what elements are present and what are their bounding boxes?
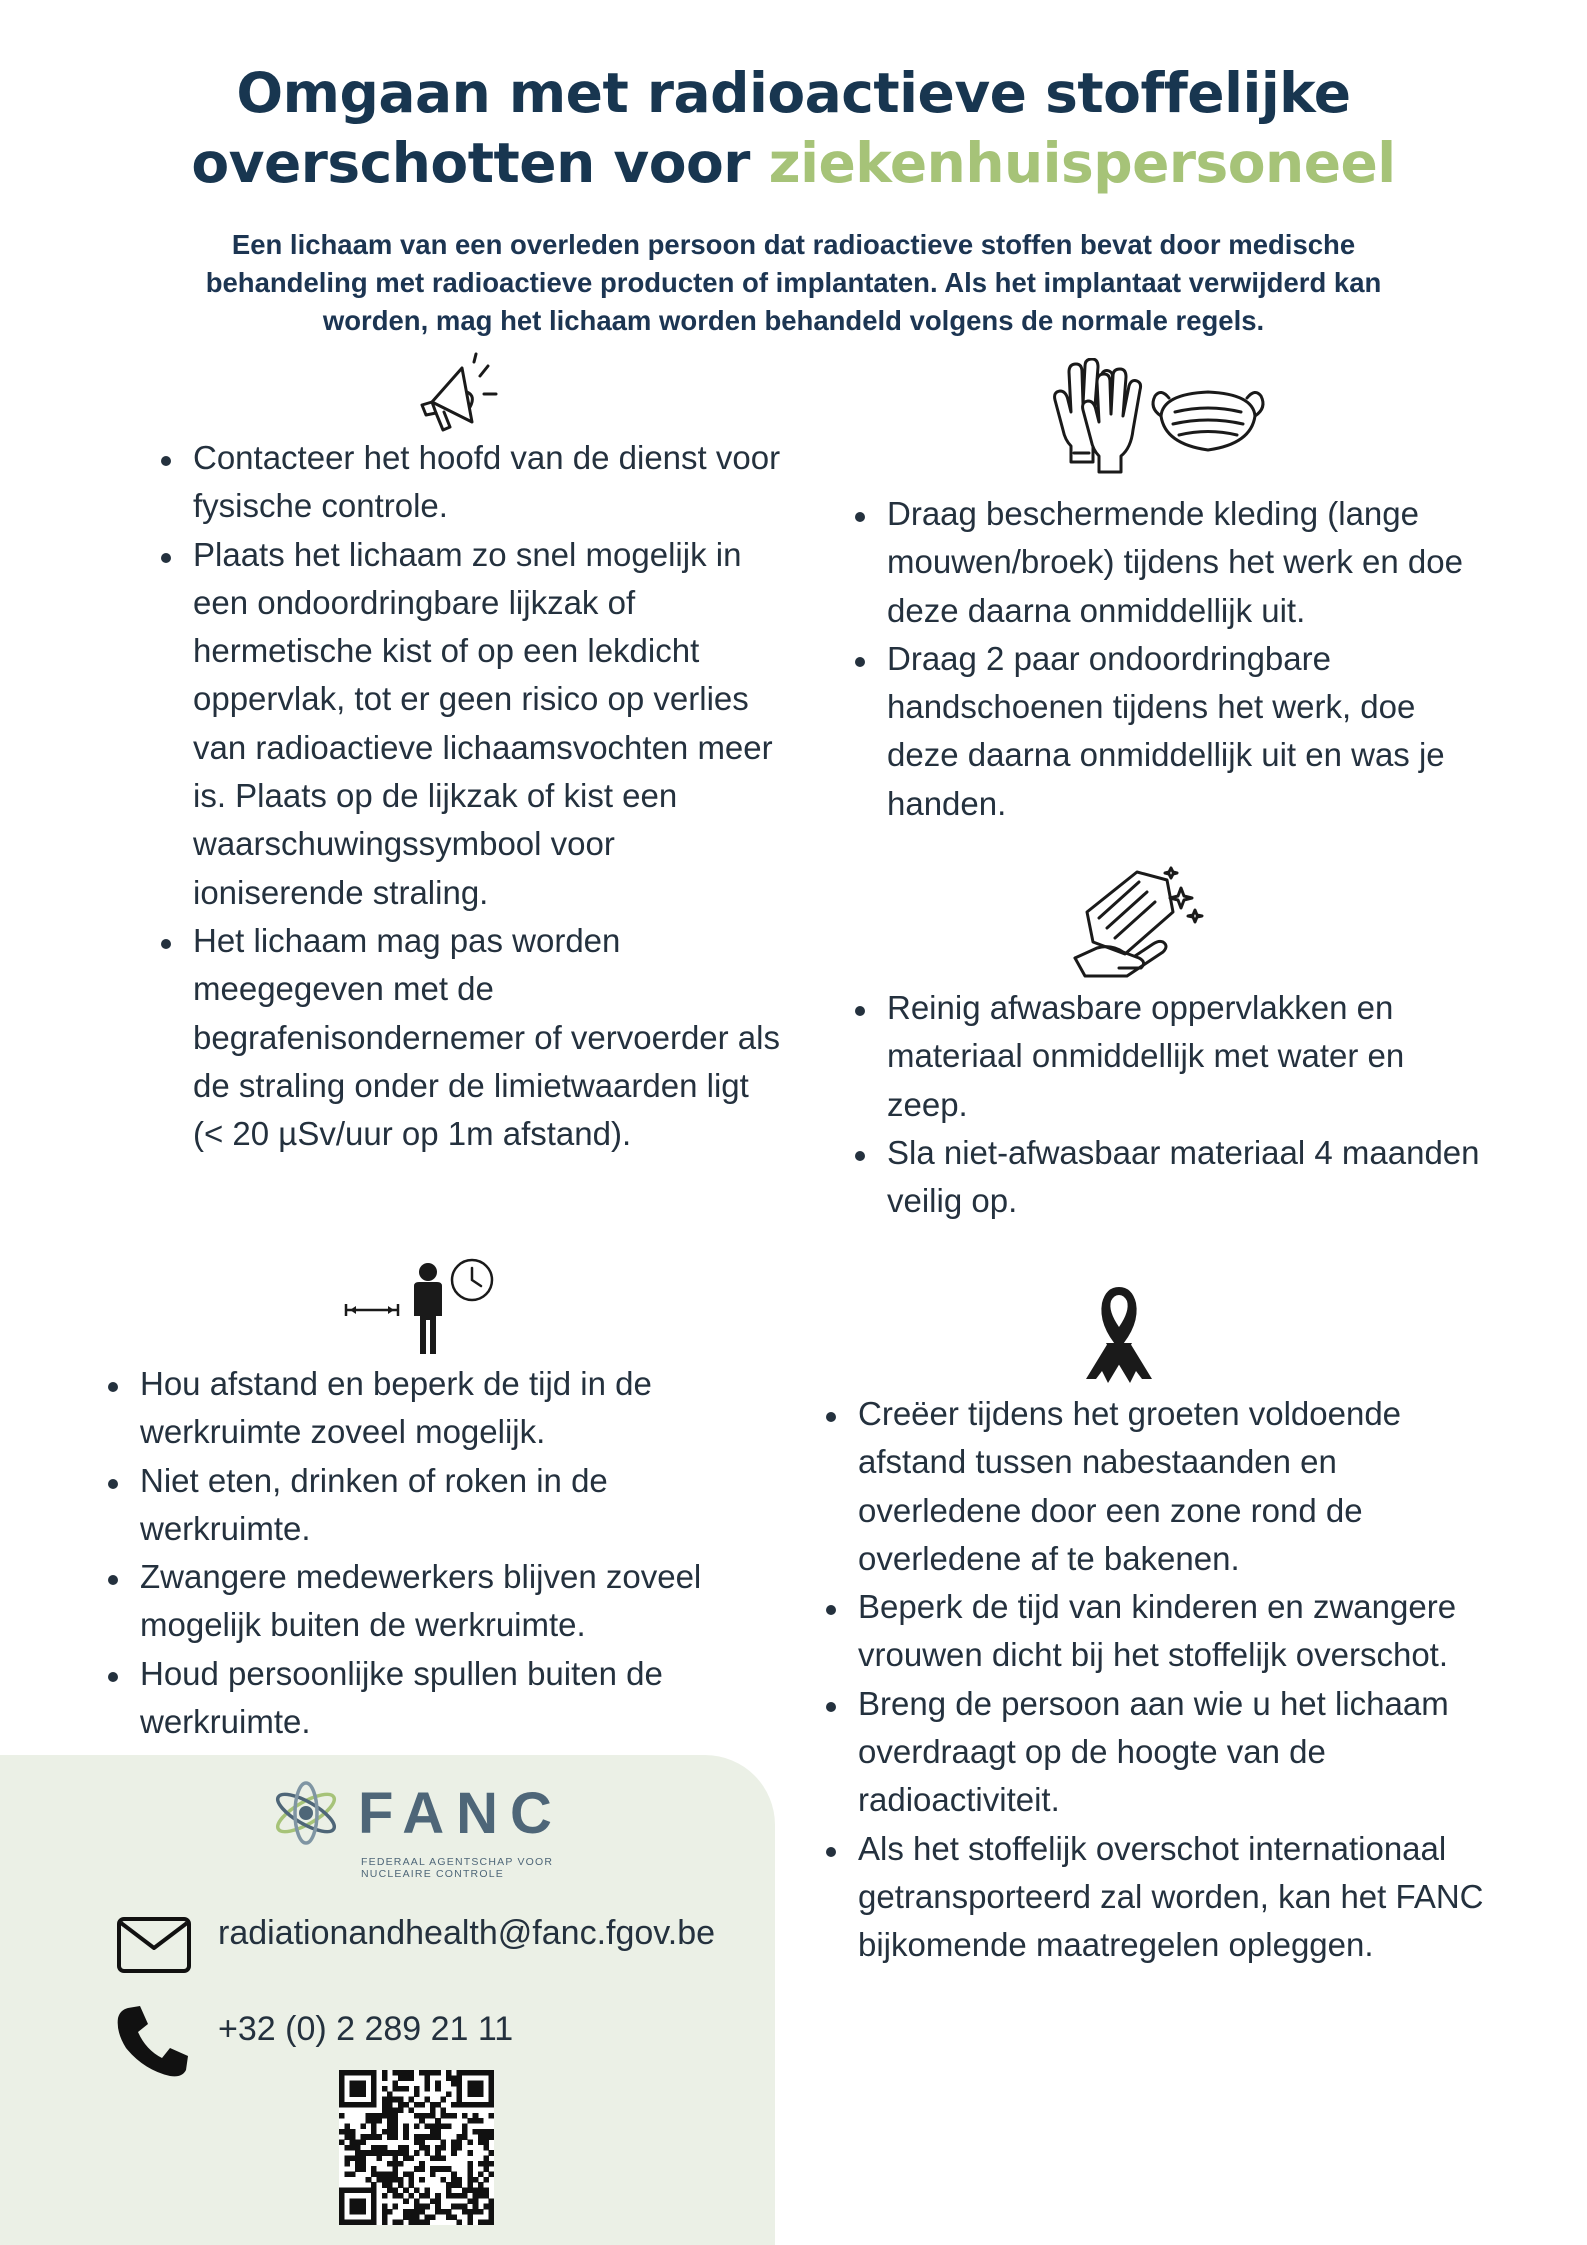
list-item: Plaats het lichaam zo snel mogelijk in een ondoordringbare lijkzak of hermetische kist of op een lekdicht oppervlak, tot er geen risico op verlies van radioactieve lichaamsvochten meer is. Plaats op de lijkzak of kist een waarschuwingssymbool voor ioniserende straling. [158, 531, 788, 917]
title-line-2-dark: overschotten voor [191, 131, 750, 195]
email-link[interactable]: radiationandhealth@fanc.fgov.be [218, 1914, 716, 1952]
title-line-2-accent: ziekenhuispersoneel [768, 131, 1396, 195]
protection-instructions-list [852, 490, 1492, 828]
phone-number: +32 (0) 2 289 21 11 [218, 2010, 514, 2048]
list-item: Contacteer het hoofd van de dienst voor fysische controle. [158, 434, 788, 531]
mourning-instructions-list [823, 1390, 1503, 1970]
list-item: Houd persoonlijke spullen buiten de werkruimte. [105, 1650, 785, 1747]
list-item: Hou afstand en beperk de tijd in de werkruimte zoveel mogelijk. [105, 1360, 785, 1457]
list-item: Niet eten, drinken of roken in de werkruimte. [105, 1457, 785, 1554]
megaphone-icon [410, 352, 502, 436]
contact-instructions-list [158, 434, 788, 1158]
list-item: Draag 2 paar ondoordringbare handschoenen tijdens het werk, doe deze daarna onmiddellijk uit en was je handen. [852, 635, 1492, 828]
fanc-atom-logo-icon [268, 1778, 344, 1848]
list-item: Het lichaam mag pas worden meegegeven met de begrafenisondernemer of vervoerder als de straling onder de limietwaarden ligt (< 20 µSv/uur op 1m afstand). [158, 917, 788, 1158]
list-item: Draag beschermende kleding (lange mouwen/broek) tijdens het werk en doe deze daarna onmiddellijk uit. [852, 490, 1492, 635]
gloves-and-mask-icon [1043, 358, 1273, 474]
person-distance-time-icon [340, 1258, 500, 1358]
list-item: Creëer tijdens het groeten voldoende afstand tussen nabestaanden en overledene door een zone rond de overledene af te bakenen. [823, 1390, 1503, 1583]
envelope-icon [116, 1916, 192, 1974]
list-item: Breng de persoon aan wie u het lichaam overdraagt op de hoogte van de radioactiviteit. [823, 1680, 1503, 1825]
intro-text: Een lichaam van een overleden persoon dat radioactieve stoffen bevat door medische behandeling met radioactieve producten of implantaten. Als het implantaat verwijderd kan worden, mag het lichaam worden behandeld volgens de normale regels. [205, 229, 1382, 336]
list-item: Beperk de tijd van kinderen en zwangere vrouwen dicht bij het stoffelijk overschot. [823, 1583, 1503, 1680]
list-item: Als het stoffelijk overschot internationaal getransporteerd zal worden, kan het FANC bijkomende maatregelen opleggen. [823, 1825, 1503, 1970]
list-item: Reinig afwasbare oppervlakken en materiaal onmiddellijk met water en zeep. [852, 984, 1492, 1129]
fanc-logo-subtitle: FEDERAAL AGENTSCHAP VOOR NUCLEAIRE CONTROLE [361, 1856, 554, 1880]
workspace-instructions-list [105, 1360, 785, 1746]
phone-icon [114, 2004, 194, 2080]
cleaning-instructions-list [852, 984, 1492, 1225]
list-item: Sla niet-afwasbaar materiaal 4 maanden veilig op. [852, 1129, 1492, 1226]
page-title [0, 58, 1587, 198]
list-item: Zwangere medewerkers blijven zoveel mogelijk buiten de werkruimte. [105, 1553, 785, 1650]
fanc-logo-text: FANC [358, 1781, 564, 1846]
mourning-ribbon-icon [1078, 1285, 1160, 1385]
qr-code-icon[interactable] [339, 2070, 494, 2225]
cleaning-hand-icon [1067, 862, 1207, 980]
title-line-1: Omgaan met radioactieve stoffelijke [236, 61, 1351, 125]
title-line-2 [0, 128, 1587, 198]
